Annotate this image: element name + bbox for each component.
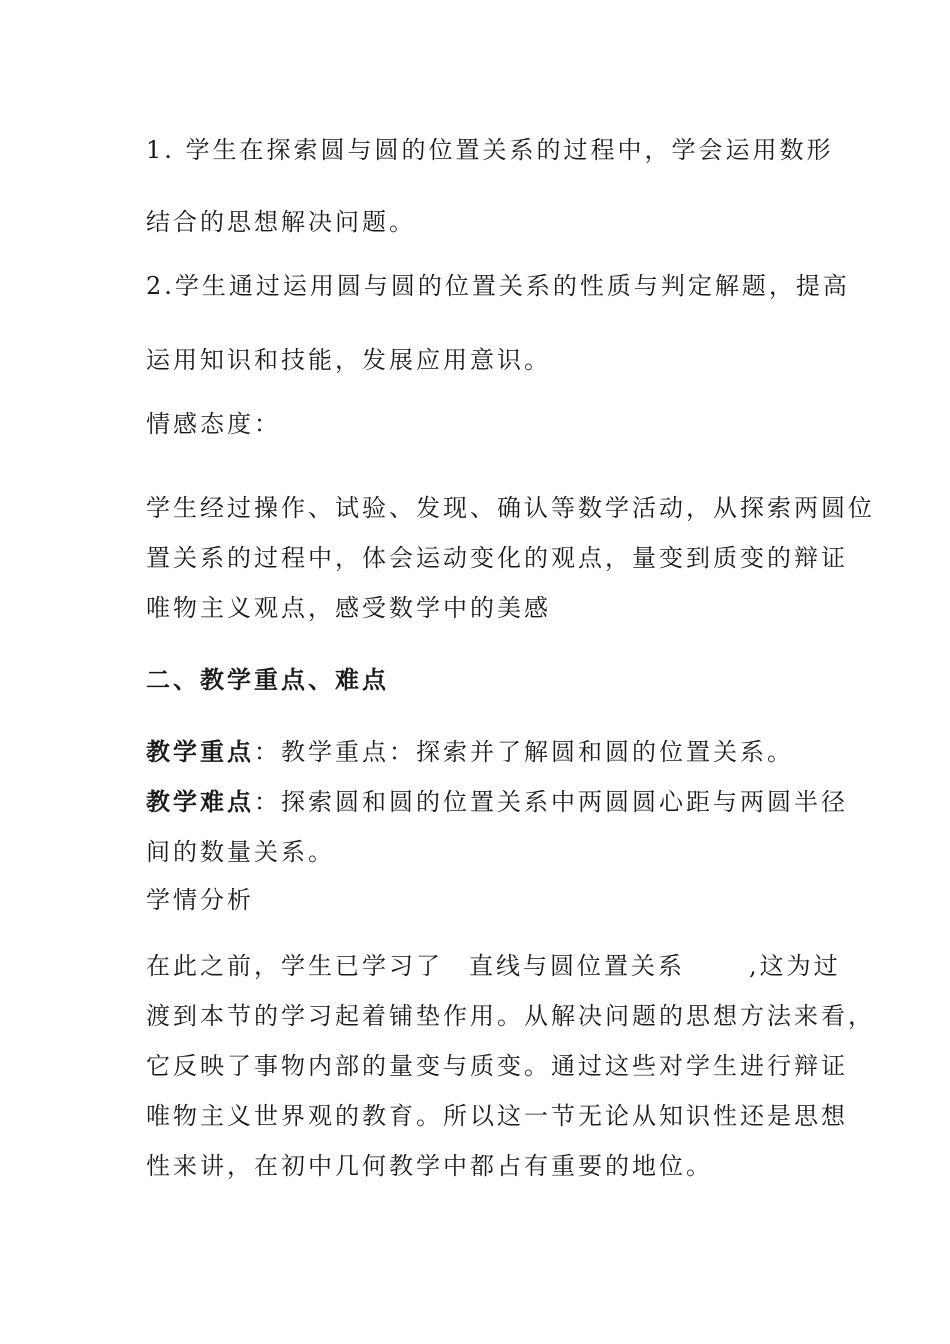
section-2-heading: 二、教学重点、难点 (146, 665, 389, 694)
objective-1-line-1: 1. 学生在探索圆与圆的位置关系的过程中，学会运用数形 (146, 136, 834, 164)
difficult-point-label: 教学难点 (146, 787, 254, 816)
key-point-label: 教学重点 (146, 737, 254, 766)
analysis-line-4: 唯物主义世界观的教育。所以这一节无论从知识性还是思想 (146, 1102, 848, 1130)
analysis-line-1-part-3: ,这为过 (749, 952, 841, 980)
difficult-point-text-line-1: ：探索圆和圆的位置关系中两圆圆心距与两圆半径 (254, 788, 848, 816)
emotion-line-3: 唯物主义观点，感受数学中的美感 (146, 594, 551, 622)
objective-1-line-2: 结合的思想解决问题。 (146, 208, 416, 236)
objective-2-line-2: 运用知识和技能，发展应用意识。 (146, 346, 551, 374)
analysis-line-1-part-2: 直线与圆位置关系 (469, 952, 685, 980)
analysis-line-3: 它反映了事物内部的量变与质变。通过这些对学生进行辩证 (146, 1052, 848, 1080)
difficult-point (146, 786, 848, 818)
analysis-line-5: 性来讲，在初中几何教学中都占有重要的地位。 (146, 1152, 713, 1180)
analysis-heading: 学情分析 (146, 886, 254, 914)
key-point-text: ：教学重点：探索并了解圆和圆的位置关系。 (254, 738, 794, 766)
key-point (146, 736, 794, 768)
emotion-heading: 情感态度： (146, 410, 281, 438)
emotion-line-1: 学生经过操作、试验、发现、确认等数学活动，从探索两圆位 (146, 494, 875, 522)
emotion-line-2: 置关系的过程中，体会运动变化的观点，量变到质变的辩证 (146, 544, 848, 572)
analysis-line-1-part-1: 在此之前，学生已学习了 (146, 952, 443, 980)
analysis-line-2: 渡到本节的学习起着铺垫作用。从解决问题的思想方法来看， (146, 1002, 875, 1030)
difficult-point-line-2: 间的数量关系。 (146, 838, 335, 866)
objective-2-line-1: 2.学生通过运用圆与圆的位置关系的性质与判定解题，提高 (146, 272, 850, 300)
analysis-line-1 (146, 950, 841, 982)
